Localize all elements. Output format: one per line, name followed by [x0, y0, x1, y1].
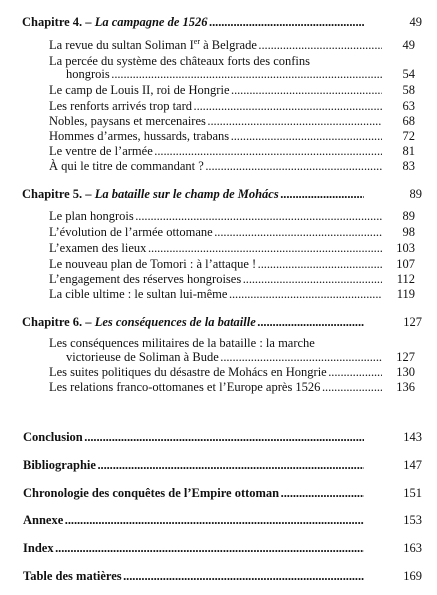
- toc-end-entry[interactable]: [0, 457, 437, 473]
- page-number: 136: [396, 380, 415, 394]
- toc-entry[interactable]: [0, 286, 437, 302]
- toc-end-entry[interactable]: [0, 429, 437, 445]
- toc-entry[interactable]: [0, 128, 437, 144]
- chapter-title: La campagne de 1526: [94, 15, 208, 29]
- entry-text: Le plan hongrois . . .: [49, 208, 382, 224]
- entry-text: Les relations franco-ottomanes et l’Europe après 1526 . . .: [49, 379, 382, 395]
- entry-text: Conclusion . . .: [23, 429, 364, 445]
- toc-entry[interactable]: [0, 379, 437, 395]
- chapter-heading[interactable]: [0, 14, 437, 30]
- entry-text: Nobles, paysans et mercenaires . . .: [49, 113, 382, 129]
- toc-entry[interactable]: [0, 98, 437, 114]
- entry-text: Annexe . . .: [23, 512, 364, 528]
- page-number: 143: [403, 430, 422, 444]
- chapter-title: Les conséquences de la bataille: [94, 315, 256, 329]
- entry-text: Table des matières . . .: [23, 568, 364, 584]
- page-number: 119: [396, 287, 415, 301]
- entry-text: La cible ultime : le sultan lui-même . . .: [49, 286, 382, 302]
- page-number: 54: [402, 67, 415, 81]
- toc-entry[interactable]: [0, 271, 437, 287]
- page-number: 68: [402, 114, 415, 128]
- entry-text: L’engagement des réserves hongroises . . .: [49, 271, 382, 287]
- toc-entry[interactable]: [0, 82, 437, 98]
- page-number: 72: [402, 129, 415, 143]
- toc-entry[interactable]: [0, 208, 437, 224]
- toc-entry-continuation[interactable]: [0, 349, 437, 365]
- page-number: 98: [402, 225, 415, 239]
- toc-end-entry[interactable]: [0, 540, 437, 556]
- entry-text: hongrois . . .: [66, 66, 382, 82]
- page-number: 112: [396, 272, 415, 286]
- entry-text: Les renforts arrivés trop tard . . .: [49, 98, 382, 114]
- chapter-label: Chapitre 5. –: [22, 187, 95, 201]
- toc-entry-continuation[interactable]: [0, 66, 437, 82]
- entry-text: La percée du système des châteaux forts des confins: [49, 54, 311, 68]
- page-number: 147: [403, 458, 422, 472]
- entry-text: L’évolution de l’armée ottomane . . .: [49, 224, 382, 240]
- toc-end-entry[interactable]: [0, 485, 437, 501]
- entry-text: Hommes d’armes, hussards, trabans . . .: [49, 128, 382, 144]
- entry-text: À qui le titre de commandant ? . . .: [49, 158, 382, 174]
- entry-text: Index . . .: [23, 540, 364, 556]
- entry-text: La revue du sultan Soliman Ier à Belgrade . . .: [49, 37, 382, 53]
- entry-text: Les conséquences militaires de la bataille : la marche: [49, 336, 315, 350]
- toc-entry[interactable]: [0, 113, 437, 129]
- toc-entry[interactable]: [0, 143, 437, 159]
- entry-text: L’examen des lieux . . .: [49, 240, 382, 256]
- entry-text: Le camp de Louis II, roi de Hongrie . . .: [49, 82, 382, 98]
- page-number: 83: [402, 159, 415, 173]
- toc-entry[interactable]: [0, 37, 437, 53]
- page-number: 153: [403, 513, 422, 527]
- page-number: 49: [402, 38, 415, 52]
- page-number: 127: [403, 315, 422, 329]
- toc-end-entry[interactable]: [0, 512, 437, 528]
- page-number: 89: [409, 187, 422, 201]
- page-number: 151: [403, 486, 422, 500]
- page-number: 163: [403, 541, 422, 555]
- page-number: 127: [396, 350, 415, 364]
- page-number: 169: [403, 569, 422, 583]
- chapter-heading[interactable]: [0, 314, 437, 330]
- entry-text: Chronologie des conquêtes de l’Empire ottoman . . .: [23, 485, 364, 501]
- toc-entry[interactable]: [0, 364, 437, 380]
- toc-end-entry[interactable]: [0, 568, 437, 584]
- entry-text: Le nouveau plan de Tomori : à l’attaque ! . . .: [49, 256, 382, 272]
- entry-text: Bibliographie . . .: [23, 457, 364, 473]
- chapter-label: Chapitre 6. –: [22, 315, 95, 329]
- toc-entry[interactable]: [0, 224, 437, 240]
- page-number: 103: [396, 241, 415, 255]
- entry-text: Les suites politiques du désastre de Mohács en Hongrie . . .: [49, 364, 382, 380]
- page-number: 63: [402, 99, 415, 113]
- entry-text: victorieuse de Soliman à Bude . . .: [66, 349, 382, 365]
- toc-entry[interactable]: [0, 256, 437, 272]
- chapter-heading[interactable]: [0, 186, 437, 202]
- entry-text: Le ventre de l’armée . . .: [49, 143, 382, 159]
- page-number: 49: [409, 15, 422, 29]
- page-number: 58: [402, 83, 415, 97]
- toc-entry[interactable]: [0, 158, 437, 174]
- toc-entry[interactable]: [0, 240, 437, 256]
- page-number: 81: [402, 144, 415, 158]
- chapter-title: La bataille sur le champ de Mohács: [94, 187, 279, 201]
- chapter-label: Chapitre 4. –: [22, 15, 95, 29]
- page-number: 89: [402, 209, 415, 223]
- page-number: 130: [396, 365, 415, 379]
- page-number: 107: [396, 257, 415, 271]
